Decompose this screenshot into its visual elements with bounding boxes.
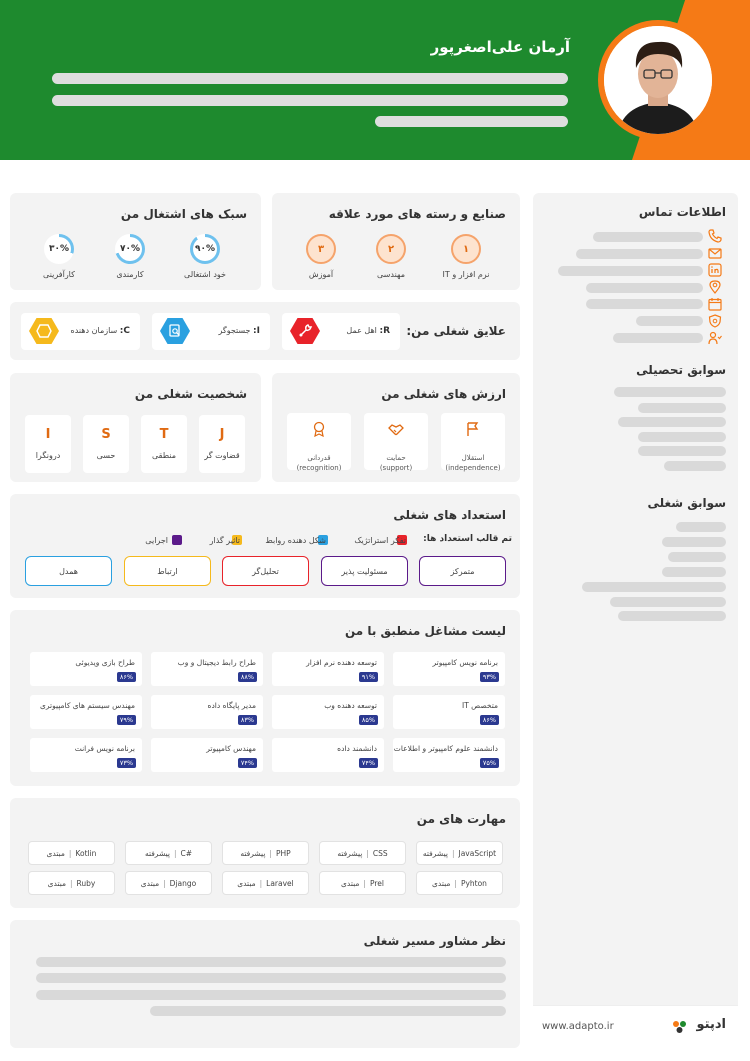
skill-level: مبتدی (46, 848, 65, 858)
job-item (393, 652, 505, 686)
work-history-title: سوابق شغلی (647, 496, 726, 510)
skill-name: Kotlin (75, 848, 97, 858)
advisor-redacted-line (36, 990, 506, 1000)
job-item (272, 652, 384, 686)
redacted-line (664, 461, 726, 471)
job-match-badge: ۹۱% (359, 672, 378, 682)
interests-title: علایق شغلی من: (406, 324, 506, 338)
job-item (30, 738, 142, 772)
brand-logo: ادپتو (696, 1017, 726, 1032)
location-icon (708, 280, 722, 294)
job-match-badge: ۸۸% (238, 672, 257, 682)
skill-separator: | (366, 848, 369, 858)
avatar (604, 26, 712, 134)
interest-box-c (21, 313, 140, 350)
job-item (151, 695, 263, 729)
value-fa: قدردانی (307, 454, 331, 462)
header-redacted-line (52, 95, 568, 106)
skill-item (319, 871, 406, 895)
skill-separator: | (70, 878, 73, 888)
job-item (393, 738, 505, 772)
job-match-badge: ۷۵% (480, 758, 499, 768)
redacted-line (662, 537, 726, 547)
skill-separator: | (269, 848, 272, 858)
skill-name: Pyhton (460, 878, 487, 888)
skills-card (10, 798, 520, 908)
job-match-badge: ۷۴% (238, 758, 257, 768)
interest-label-wrap (218, 326, 260, 336)
job-item (151, 738, 263, 772)
skill-separator: | (259, 878, 263, 888)
logo-dots-icon (672, 1020, 688, 1034)
sidebar (533, 193, 738, 1048)
talents-card (10, 494, 520, 598)
job-match-badge: ۸۳% (238, 715, 257, 725)
job-name: متخصص IT (462, 701, 498, 710)
interest-label-wrap (346, 326, 390, 336)
value-text (287, 453, 351, 473)
skills-title: مهارت های من (416, 812, 506, 826)
header-redacted-line (375, 116, 568, 127)
work-style-percent-text: ۹۰% (193, 237, 217, 261)
advisor-card (10, 920, 520, 1048)
interest-label: سازمان دهنده (70, 326, 118, 335)
job-name: دانشمند علوم کامپیوتر و اطلاعات (393, 744, 498, 753)
redacted-line (668, 552, 726, 562)
values-title: ارزش های شغلی من (381, 387, 506, 401)
industries-title: صنایع و رسته های مورد علاقه (328, 207, 506, 221)
industry-label: نرم افزار و IT (442, 270, 490, 279)
contact-title: اطلاعات تماس (638, 205, 726, 219)
redacted-line (636, 316, 703, 326)
redacted-line (638, 446, 726, 456)
work-style-percent-text: ۳۰% (47, 237, 71, 261)
job-item (272, 695, 384, 729)
industry-label: آموزش (308, 270, 334, 279)
skill-level: مبتدی (237, 878, 256, 888)
skill-item (222, 871, 309, 895)
redacted-line (618, 417, 726, 427)
redacted-line (676, 522, 726, 532)
personality-letter: J (219, 427, 225, 442)
value-text (441, 453, 505, 473)
skill-level: پیشرفته (144, 848, 170, 858)
job-match-badge: ۷۴% (359, 758, 378, 768)
talents-title: استعداد های شغلی (393, 508, 506, 522)
value-fa: استقلال (461, 454, 485, 462)
values-card (272, 373, 520, 482)
talent-box: همدل (25, 556, 112, 586)
website-link[interactable]: www.adapto.ir (542, 1021, 614, 1032)
skill-item (319, 841, 406, 865)
skill-name: C# (180, 848, 193, 858)
interest-box-i (152, 313, 270, 350)
job-match-badge: ۸۶% (480, 715, 499, 725)
redacted-line (638, 432, 726, 442)
job-name: طراح رابط دیجیتال و وب (177, 658, 256, 667)
personality-box (141, 415, 187, 473)
personality-letter: I (45, 427, 51, 442)
jobs-title: لیست مشاغل منطبق با من (344, 624, 506, 638)
job-match-badge: ۷۹% (117, 715, 136, 725)
redacted-line (576, 249, 703, 259)
job-name: برنامه نویس فرانت (74, 744, 135, 753)
redacted-line (593, 232, 703, 242)
education-title: سوابق تحصیلی (636, 363, 726, 377)
personality-label: درونگرا (35, 451, 61, 460)
legend-color-purple (172, 535, 182, 545)
job-name: دانشمند داده (337, 744, 377, 753)
work-style-label: کارآفرینی (43, 270, 75, 279)
skill-separator: | (163, 878, 166, 888)
skill-separator: | (454, 878, 457, 888)
redacted-line (638, 403, 726, 413)
advisor-redacted-line (150, 1006, 506, 1016)
value-box (364, 413, 428, 470)
value-en: (support) (379, 464, 413, 472)
header-redacted-line (52, 73, 568, 84)
handshake-icon (388, 421, 404, 437)
redacted-line (586, 283, 703, 293)
interest-code: I: (253, 326, 260, 336)
job-name: توسعه دهنده وب (324, 701, 377, 710)
award-icon (311, 421, 327, 437)
skill-separator: | (174, 848, 177, 858)
interest-label: جستجوگر (218, 326, 251, 335)
redacted-line (582, 582, 726, 592)
job-name: طراح بازی ویدیوئی (75, 658, 135, 667)
job-name: مدیر پایگاه داده (207, 701, 256, 710)
interest-label-wrap (71, 326, 131, 336)
personality-box (83, 415, 129, 473)
redacted-line (558, 266, 703, 276)
interest-badge-icon (29, 318, 59, 344)
industry-rank: ۱ (451, 234, 481, 264)
skill-name: JavaScript (458, 848, 497, 858)
legend-label: تفکر استراتژیک (354, 536, 406, 545)
work-style-label: کارمندی (116, 270, 144, 279)
job-item (30, 652, 142, 686)
skill-name: Django (169, 878, 197, 888)
interest-badge-icon (160, 318, 190, 344)
redacted-line (662, 567, 726, 577)
email-icon (708, 246, 722, 260)
job-name: توسعه دهنده نرم افزار (306, 658, 377, 667)
skill-level: پیشرفته (422, 848, 448, 858)
skill-level: مبتدی (47, 878, 66, 888)
skill-level: مبتدی (140, 878, 160, 888)
calendar-icon (708, 297, 722, 311)
work-style-label: خود اشتغالی (184, 270, 226, 279)
skill-level: مبتدی (341, 878, 360, 888)
skill-item (416, 841, 503, 865)
job-match-badge: ۹۳% (480, 672, 499, 682)
skill-name: Laravel (266, 878, 294, 888)
skill-item (222, 841, 309, 865)
work-style-percent (44, 234, 74, 264)
job-name: برنامه نویس کامپیوتر (432, 658, 498, 667)
value-en: (independence) (445, 464, 501, 472)
personality-label: قضاوت گر (204, 451, 240, 460)
personality-letter: T (159, 427, 169, 442)
value-box (441, 413, 505, 470)
legend-label: شکل دهنده روابط (265, 536, 326, 545)
personality-letter: S (101, 427, 111, 442)
linkedin-icon (708, 263, 722, 277)
industry-rank: ۲ (376, 234, 406, 264)
personality-box (25, 415, 71, 473)
talent-box: متمرکز (419, 556, 506, 586)
value-box (287, 413, 351, 470)
skill-separator: | (68, 848, 72, 858)
skill-name: Prel (369, 878, 384, 888)
sidebar-footer (533, 1005, 738, 1048)
interests-card (10, 302, 520, 360)
job-match-badge: ۸۵% (359, 715, 378, 725)
flag-icon (465, 421, 481, 437)
redacted-line (613, 333, 703, 343)
personality-box (199, 415, 245, 473)
job-name: مهندس کامپیوتر (206, 744, 256, 753)
job-item (272, 738, 384, 772)
profile-name: آرمان علی‌اصغرپور (430, 38, 570, 56)
interest-code: C: (119, 326, 130, 336)
industry-label: مهندسی (377, 270, 405, 279)
skill-level: مبتدی (432, 878, 451, 888)
advisor-title: نظر مشاور مسیر شغلی (363, 934, 506, 948)
interest-code: R: (379, 326, 390, 336)
work-style-title: سبک های اشتغال من (120, 207, 247, 221)
redacted-line (618, 611, 726, 621)
skill-item (416, 871, 503, 895)
talent-theme-label: تم قالب استعداد ها: (423, 534, 512, 544)
industry-rank: ۳ (306, 234, 336, 264)
skill-item (28, 871, 115, 895)
advisor-redacted-line (36, 957, 506, 967)
work-style-percent-text: ۷۰% (118, 237, 142, 261)
skill-name: Ruby (76, 878, 96, 888)
personality-title: شخصیت شغلی من (134, 387, 247, 401)
job-item (393, 695, 505, 729)
work-style-percent (115, 234, 145, 264)
skill-level: پیشرفته (240, 848, 266, 858)
value-fa: حمایت (386, 454, 406, 462)
value-text (364, 453, 428, 473)
skill-item (125, 841, 212, 865)
skill-separator: | (363, 878, 366, 888)
personality-card (10, 373, 261, 482)
interest-badge-icon (290, 318, 320, 344)
shield-icon (708, 314, 722, 328)
legend-label: تاثیر گذار (209, 536, 240, 545)
personality-label: حسی (96, 451, 116, 460)
legend-label: اجرایی (145, 536, 168, 545)
talent-box: مسئولیت پذیر (321, 556, 408, 586)
jobs-card (10, 610, 520, 786)
value-en: (recognition) (296, 464, 342, 472)
user-icon (708, 331, 722, 345)
personality-label: منطقی (152, 451, 176, 460)
talent-box: تحلیل‌گر (222, 556, 309, 586)
work-style-card (10, 193, 261, 290)
industries-card (272, 193, 520, 290)
talent-box: ارتباط (124, 556, 211, 586)
job-name: مهندس سیستم های کامپیوتری (40, 701, 135, 710)
skill-item (28, 841, 115, 865)
redacted-line (614, 387, 726, 397)
interest-label: اهل عمل (346, 326, 377, 335)
job-match-badge: ۸۶% (117, 672, 136, 682)
skill-level: پیشرفته (337, 848, 363, 858)
job-item (151, 652, 263, 686)
skill-separator: | (451, 848, 455, 858)
skill-name: CSS (372, 848, 388, 858)
phone-icon (708, 229, 722, 243)
job-item (30, 695, 142, 729)
advisor-redacted-line (36, 973, 506, 983)
interest-box-r (282, 313, 400, 350)
job-match-badge: ۷۳% (117, 758, 136, 768)
skill-item (125, 871, 212, 895)
redacted-line (610, 597, 726, 607)
redacted-line (586, 299, 703, 309)
work-style-percent (190, 234, 220, 264)
skill-name: PHP (275, 848, 291, 858)
